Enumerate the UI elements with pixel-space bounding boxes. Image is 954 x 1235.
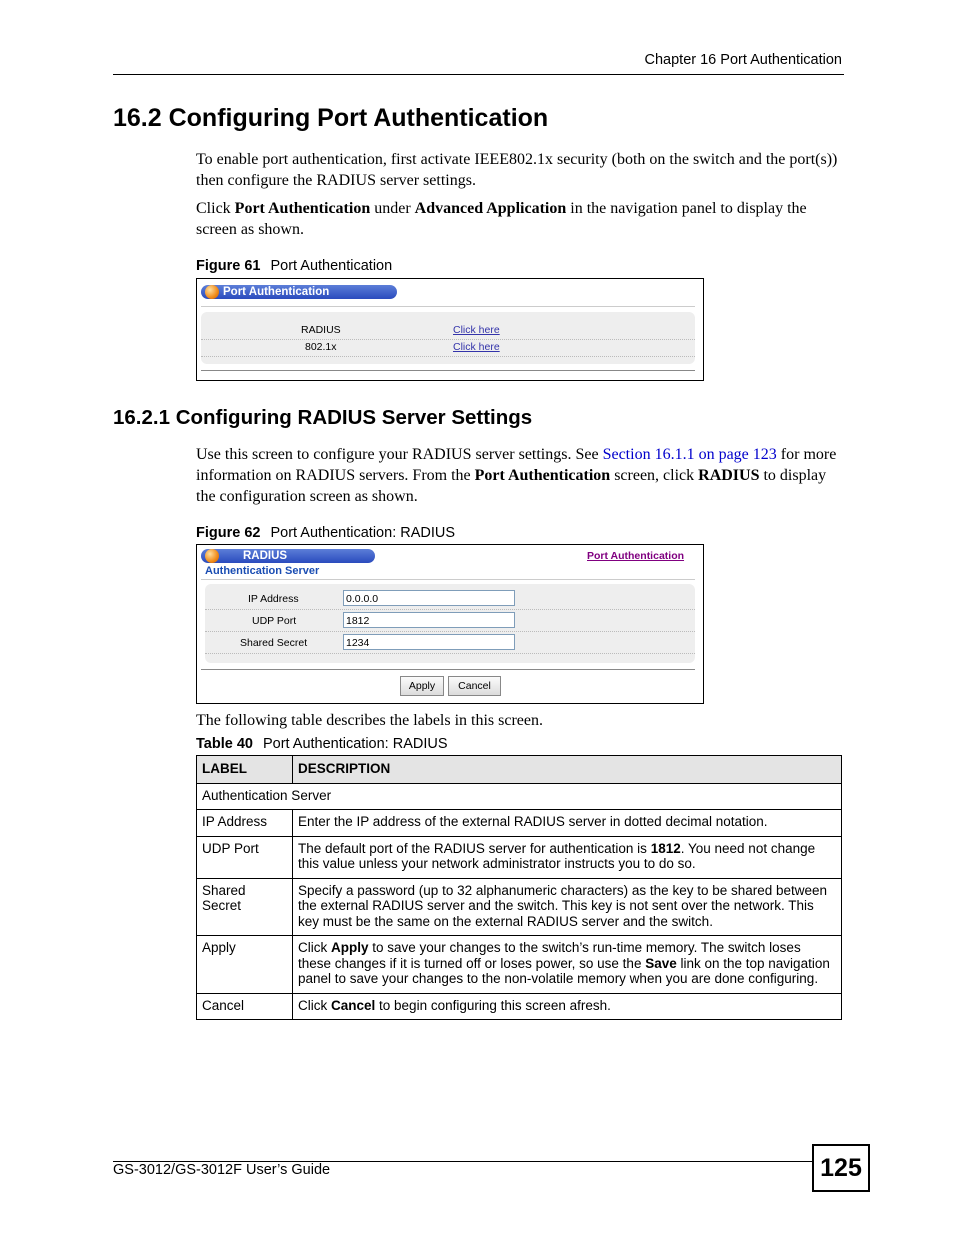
port-authentication-link[interactable]: Port Authentication xyxy=(587,550,685,562)
apply-button[interactable]: Apply xyxy=(400,676,444,696)
table-row xyxy=(197,810,842,837)
row-label: IP Address xyxy=(197,810,293,837)
orb-icon xyxy=(205,549,219,563)
figure-61-screenshot xyxy=(196,278,704,381)
row-description: Specify a password (up to 32 alphanumeric characters) as the key to be shared between the external RADIUS server and the switch. This key is not sent over the network. This key must be the same on the external RADIUS server and the switch. xyxy=(293,878,842,936)
row-description: Enter the IP address of the external RADIUS server in dotted decimal notation. xyxy=(293,810,842,837)
row-label: Apply xyxy=(197,936,293,994)
table-row xyxy=(197,993,842,1020)
table-intro: The following table describes the labels in this screen. xyxy=(196,712,544,729)
row-label: Cancel xyxy=(197,993,293,1020)
shared-secret-input[interactable]: 1234 xyxy=(343,634,515,650)
table-row xyxy=(197,783,842,810)
table-header-row xyxy=(197,756,842,784)
footer-guide-title: GS-3012/GS-3012F User’s Guide xyxy=(113,1162,331,1178)
shared-secret-label: Shared Secret xyxy=(240,637,308,649)
section-title: 16.2 Configuring Port Authentication xyxy=(113,104,549,132)
row-description: Click Cancel to begin configuring this screen afresh. xyxy=(293,993,842,1020)
8021x-label: 802.1x xyxy=(305,341,337,353)
group-title: Authentication Server xyxy=(205,565,320,577)
ip-address-label: IP Address xyxy=(248,593,299,605)
subsection-title: 16.2.1 Configuring RADIUS Server Settings xyxy=(113,406,533,429)
description-column-header: DESCRIPTION xyxy=(293,756,842,784)
figure-62-screenshot xyxy=(196,544,704,704)
panel-title-bar: RADIUS xyxy=(201,549,375,563)
row-label: Shared Secret xyxy=(197,878,293,936)
radius-label: RADIUS xyxy=(301,324,341,336)
running-header: Chapter 16 Port Authentication xyxy=(644,52,842,68)
8021x-click-here-link[interactable]: Click here xyxy=(453,341,500,353)
row-description: Click Apply to save your changes to the switch’s run-time memory. The switch loses these changes if it is turned off or loses power, so use the Save link on the top navigation panel to save your changes to the non-volatile memory when you are done configuring. xyxy=(293,936,842,994)
figure-61-caption: Figure 61 Port Authentication xyxy=(196,258,393,274)
row-label: UDP Port xyxy=(197,836,293,878)
section-cross-ref-link[interactable]: Section 16.1.1 on page 123 xyxy=(602,446,777,463)
panel-title-bar: Port Authentication xyxy=(201,285,397,299)
orb-icon xyxy=(205,285,219,299)
radius-click-here-link[interactable]: Click here xyxy=(453,324,500,336)
instruction-paragraph: Click Port Authentication under Advanced Application in the navigation panel to display the screen as shown. xyxy=(196,200,807,238)
table-row xyxy=(197,936,842,994)
udp-port-input[interactable]: 1812 xyxy=(343,612,515,628)
table-40-caption: Table 40 Port Authentication: RADIUS xyxy=(196,736,448,752)
label-description-table xyxy=(196,755,842,1020)
group-row-label: Authentication Server xyxy=(197,783,842,810)
ip-address-input[interactable]: 0.0.0.0 xyxy=(343,590,515,606)
cancel-button[interactable]: Cancel xyxy=(448,676,501,696)
figure-62-caption: Figure 62 Port Authentication: RADIUS xyxy=(196,525,456,541)
intro-paragraph: To enable port authentication, first activate IEEE802.1x security (both on the switch and the port(s)) then configure the RADIUS server settings. xyxy=(196,151,838,189)
table-row xyxy=(197,878,842,936)
header-rule xyxy=(113,74,844,75)
row-description: The default port of the RADIUS server for authentication is 1812. You need not change this value unless your network administrator instructs you to do so. xyxy=(293,836,842,878)
table-row xyxy=(197,836,842,878)
radius-intro-paragraph: Use this screen to configure your RADIUS server settings. See Section 16.1.1 on page 123 for more information on RADIUS servers. From the Port Authentication screen, click RADIUS to display the configuration screen as shown. xyxy=(196,446,837,505)
udp-port-label: UDP Port xyxy=(252,615,297,627)
label-column-header: LABEL xyxy=(197,756,293,784)
page-number: 125 xyxy=(812,1144,870,1192)
